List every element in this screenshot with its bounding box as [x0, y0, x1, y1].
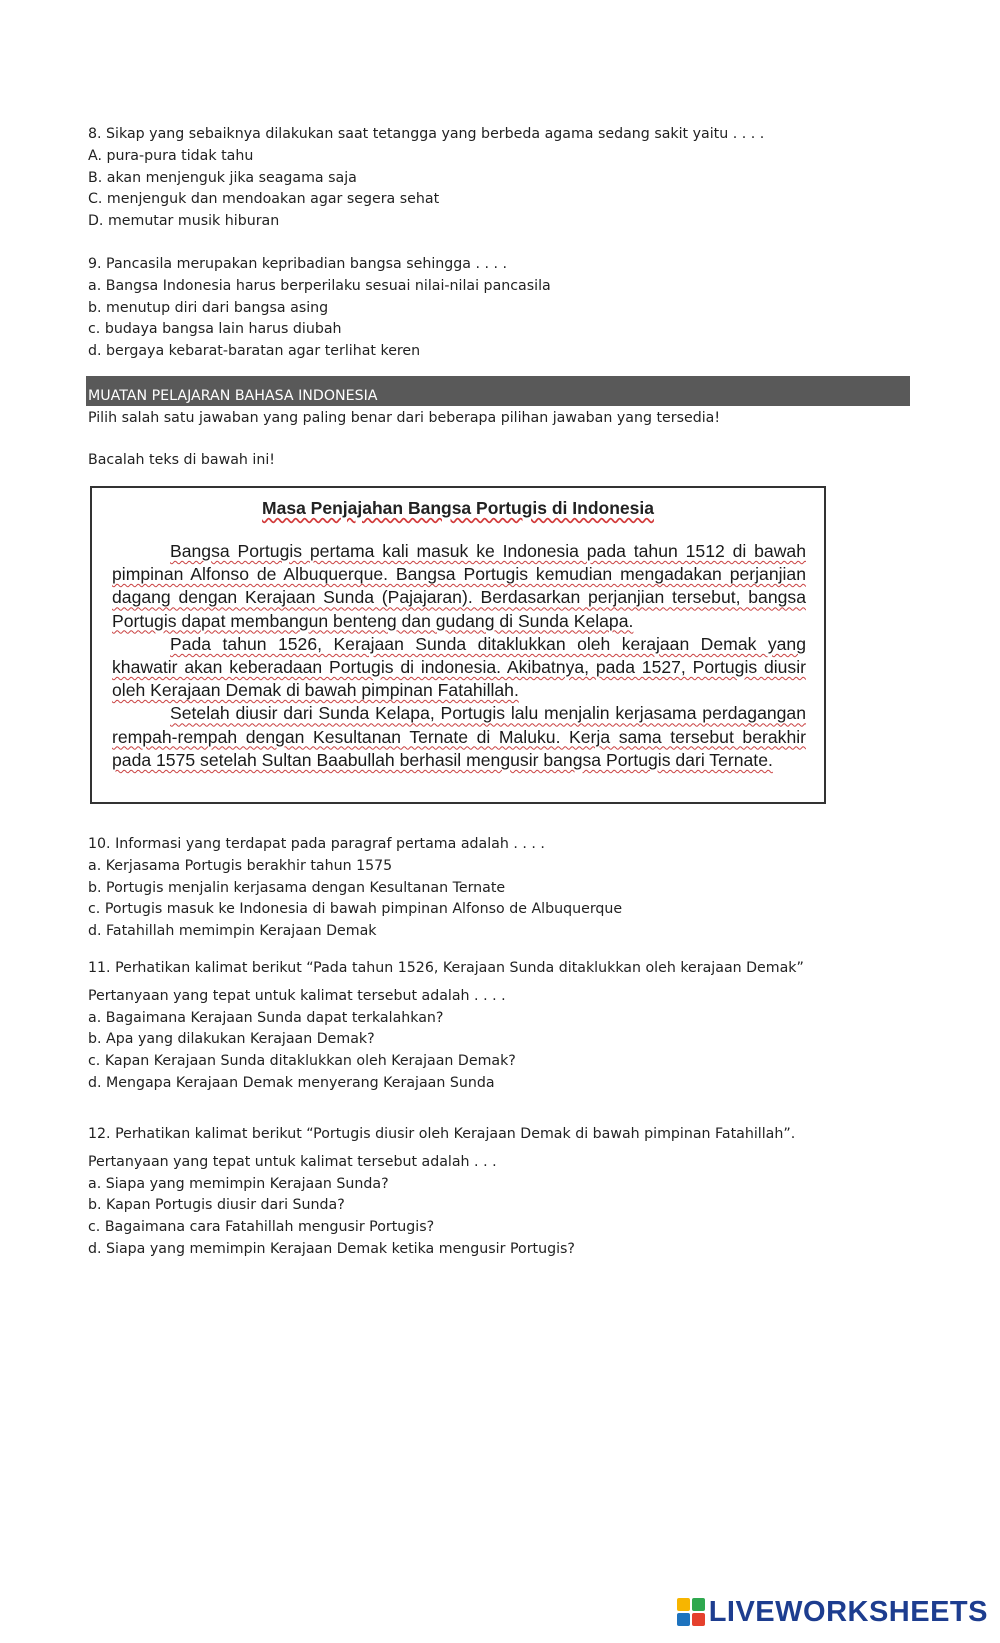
liveworksheets-logo-icon — [677, 1598, 705, 1626]
watermark-text: LIVEWORKSHEETS — [708, 1595, 988, 1628]
option-a[interactable]: A. pura-pura tidak tahu — [88, 147, 254, 164]
option-c[interactable]: c. Kapan Kerajaan Sunda ditaklukkan oleh Kerajaan Demak? — [88, 1053, 516, 1070]
question-text: 9. Pancasila merupakan kepribadian bangsa sehingga . . . . — [88, 256, 508, 272]
question-text: 11. Perhatikan kalimat berikut “Pada tahun 1526, Kerajaan Sunda ditaklukkan oleh kerajaan Demak” — [88, 960, 804, 976]
option-d[interactable]: d. Fatahillah memimpin Kerajaan Demak — [88, 923, 377, 940]
read-prompt: Bacalah teks di bawah ini! — [88, 452, 275, 468]
reading-passage-box — [90, 486, 826, 804]
question-12 — [88, 1124, 918, 1261]
option-a[interactable]: a. Kerjasama Portugis berakhir tahun 1575 — [88, 857, 393, 874]
question-prompt: Pertanyaan yang tepat untuk kalimat tersebut adalah . . . — [88, 1153, 497, 1170]
logo-square-1 — [677, 1598, 690, 1611]
option-b[interactable]: b. Apa yang dilakukan Kerajaan Demak? — [88, 1031, 375, 1048]
option-d[interactable]: d. bergaya kebarat-baratan agar terlihat keren — [88, 343, 421, 360]
logo-square-3 — [677, 1613, 690, 1626]
option-a[interactable]: a. Siapa yang memimpin Kerajaan Sunda? — [88, 1175, 389, 1192]
liveworksheets-watermark — [677, 1594, 988, 1630]
logo-square-2 — [692, 1598, 705, 1611]
question-text: 8. Sikap yang sebaiknya dilakukan saat tetangga yang berbeda agama sedang sakit yaitu . . . . — [88, 126, 765, 142]
passage-paragraph-2: Pada tahun 1526, Kerajaan Sunda ditaklukkan oleh kerajaan Demak yang khawatir akan keberadaan Portugis di indonesia. Akibatnya, pada 1527, Portugis diusir oleh Kerajaan Demak di bawah pimpinan Fatahillah. — [112, 633, 806, 701]
question-8 — [88, 124, 918, 233]
option-a[interactable]: a. Bagaimana Kerajaan Sunda dapat terkalahkan? — [88, 1009, 444, 1026]
question-prompt: Pertanyaan yang tepat untuk kalimat tersebut adalah . . . . — [88, 987, 506, 1004]
passage-paragraph-1: Bangsa Portugis pertama kali masuk ke Indonesia pada tahun 1512 di bawah pimpinan Alfonso de Albuquerque. Bangsa Portugis kemudian mengadakan perjanjian dagang dengan Kerajaan Sunda (Pajajaran). Berdasarkan perjanjian tersebut, bangsa Portugis dapat membangun benteng dan gudang di Sunda Kelapa. — [112, 541, 806, 631]
option-b[interactable]: b. Portugis menjalin kerjasama dengan Kesultanan Ternate — [88, 879, 506, 896]
question-10 — [88, 834, 918, 943]
section-title: MUATAN PELAJARAN BAHASA INDONESIA — [88, 388, 378, 404]
question-text: 12. Perhatikan kalimat berikut “Portugis diusir oleh Kerajaan Demak di bawah pimpinan Fatahillah”. — [88, 1126, 796, 1142]
option-b[interactable]: b. Kapan Portugis diusir dari Sunda? — [88, 1197, 345, 1214]
option-d[interactable]: D. memutar musik hiburan — [88, 213, 280, 230]
passage-paragraph-3: Setelah diusir dari Sunda Kelapa, Portugis lalu menjalin kerjasama perdagangan rempah-rempah dengan Kesultanan Ternate di Maluku. Kerja sama tersebut berakhir pada 1575 setelah Sultan Baabullah berhasil mengusir bangsa Portugis dari Ternate. — [112, 703, 806, 770]
passage-title: Masa Penjajahan Bangsa Portugis di Indonesia — [262, 498, 654, 518]
instruction-text: Pilih salah satu jawaban yang paling benar dari beberapa pilihan jawaban yang tersedia! — [88, 410, 721, 426]
question-9 — [88, 254, 918, 363]
option-b[interactable]: b. menutup diri dari bangsa asing — [88, 299, 329, 316]
question-11 — [88, 958, 918, 1095]
question-text: 10. Informasi yang terdapat pada paragraf pertama adalah . . . . — [88, 836, 545, 852]
option-c[interactable]: c. Bagaimana cara Fatahillah mengusir Portugis? — [88, 1219, 435, 1236]
option-c[interactable]: c. Portugis masuk ke Indonesia di bawah pimpinan Alfonso de Albuquerque — [88, 901, 623, 918]
option-c[interactable]: C. menjenguk dan mendoakan agar segera sehat — [88, 191, 440, 208]
option-c[interactable]: c. budaya bangsa lain harus diubah — [88, 321, 342, 338]
option-a[interactable]: a. Bangsa Indonesia harus berperilaku sesuai nilai-nilai pancasila — [88, 277, 551, 294]
option-b[interactable]: B. akan menjenguk jika seagama saja — [88, 169, 357, 186]
option-d[interactable]: d. Mengapa Kerajaan Demak menyerang Kerajaan Sunda — [88, 1074, 495, 1091]
section-header-bar — [86, 376, 910, 406]
logo-square-4 — [692, 1613, 705, 1626]
option-d[interactable]: d. Siapa yang memimpin Kerajaan Demak ketika mengusir Portugis? — [88, 1240, 575, 1257]
passage-body — [112, 540, 806, 772]
